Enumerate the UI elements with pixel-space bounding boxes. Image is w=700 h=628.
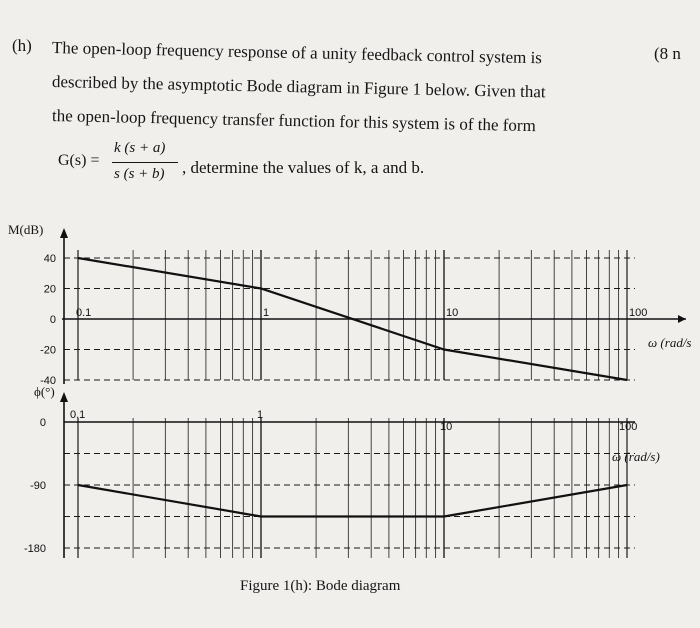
question-label: (h) bbox=[12, 36, 32, 55]
magnitude-x-tick-label: 100 bbox=[629, 307, 648, 319]
question-line-1: The open-loop frequency response of a unity feedback control system is bbox=[51, 38, 543, 68]
magnitude-x-axis-label: ω (rad/s bbox=[648, 335, 692, 350]
phase-y-tick-label: 0 bbox=[39, 417, 46, 429]
phase-curve bbox=[78, 485, 627, 517]
phase-x-tick-label: 1 bbox=[257, 409, 264, 421]
phase-x-tick-label: 10 bbox=[440, 421, 453, 433]
phase-x-tick-label: 100 bbox=[619, 421, 638, 433]
magnitude-x-tick-label: 10 bbox=[446, 307, 459, 319]
phase-axis-label: ϕ(°) bbox=[34, 384, 55, 399]
formula-denominator: s (s + b) bbox=[114, 166, 165, 182]
phase-y-axis-arrow bbox=[60, 392, 68, 402]
formula-tail: , determine the values of k, a and b. bbox=[182, 158, 425, 177]
axes bbox=[60, 228, 686, 558]
formula-lhs: G(s) = bbox=[58, 152, 100, 169]
phase-x-axis-label: ω (rad/s) bbox=[612, 449, 660, 464]
question-line-2: described by the asymptotic Bode diagram in Figure 1 below. Given that bbox=[51, 72, 546, 102]
figure-caption: Figure 1(h): Bode diagram bbox=[240, 578, 401, 594]
phase-x-tick-label: 0.1 bbox=[70, 409, 86, 421]
magnitude-x-tick-label: 1 bbox=[263, 307, 270, 319]
magnitude-y-tick-label: -20 bbox=[40, 344, 56, 357]
magnitude-y-tick-label: 20 bbox=[43, 283, 56, 296]
question-marks: (8 n bbox=[654, 44, 681, 63]
question-line-3: the open-loop frequency transfer function for this system is of the form bbox=[51, 106, 537, 136]
phase-y-tick-label: -180 bbox=[23, 543, 46, 555]
magnitude-x-tick-label: 0.1 bbox=[76, 307, 92, 319]
magnitude-axis-label: M(dB) bbox=[8, 222, 44, 237]
formula-numerator: k (s + a) bbox=[114, 140, 166, 156]
phase-y-tick-label: -90 bbox=[30, 480, 46, 492]
curves bbox=[78, 258, 627, 517]
magnitude-x-axis-arrow bbox=[678, 315, 686, 323]
magnitude-y-tick-label: 0 bbox=[49, 314, 56, 326]
magnitude-y-tick-label: 40 bbox=[43, 253, 56, 265]
magnitude-y-axis-arrow bbox=[60, 228, 68, 238]
magnitude-y-tick-label: -40 bbox=[40, 375, 56, 387]
